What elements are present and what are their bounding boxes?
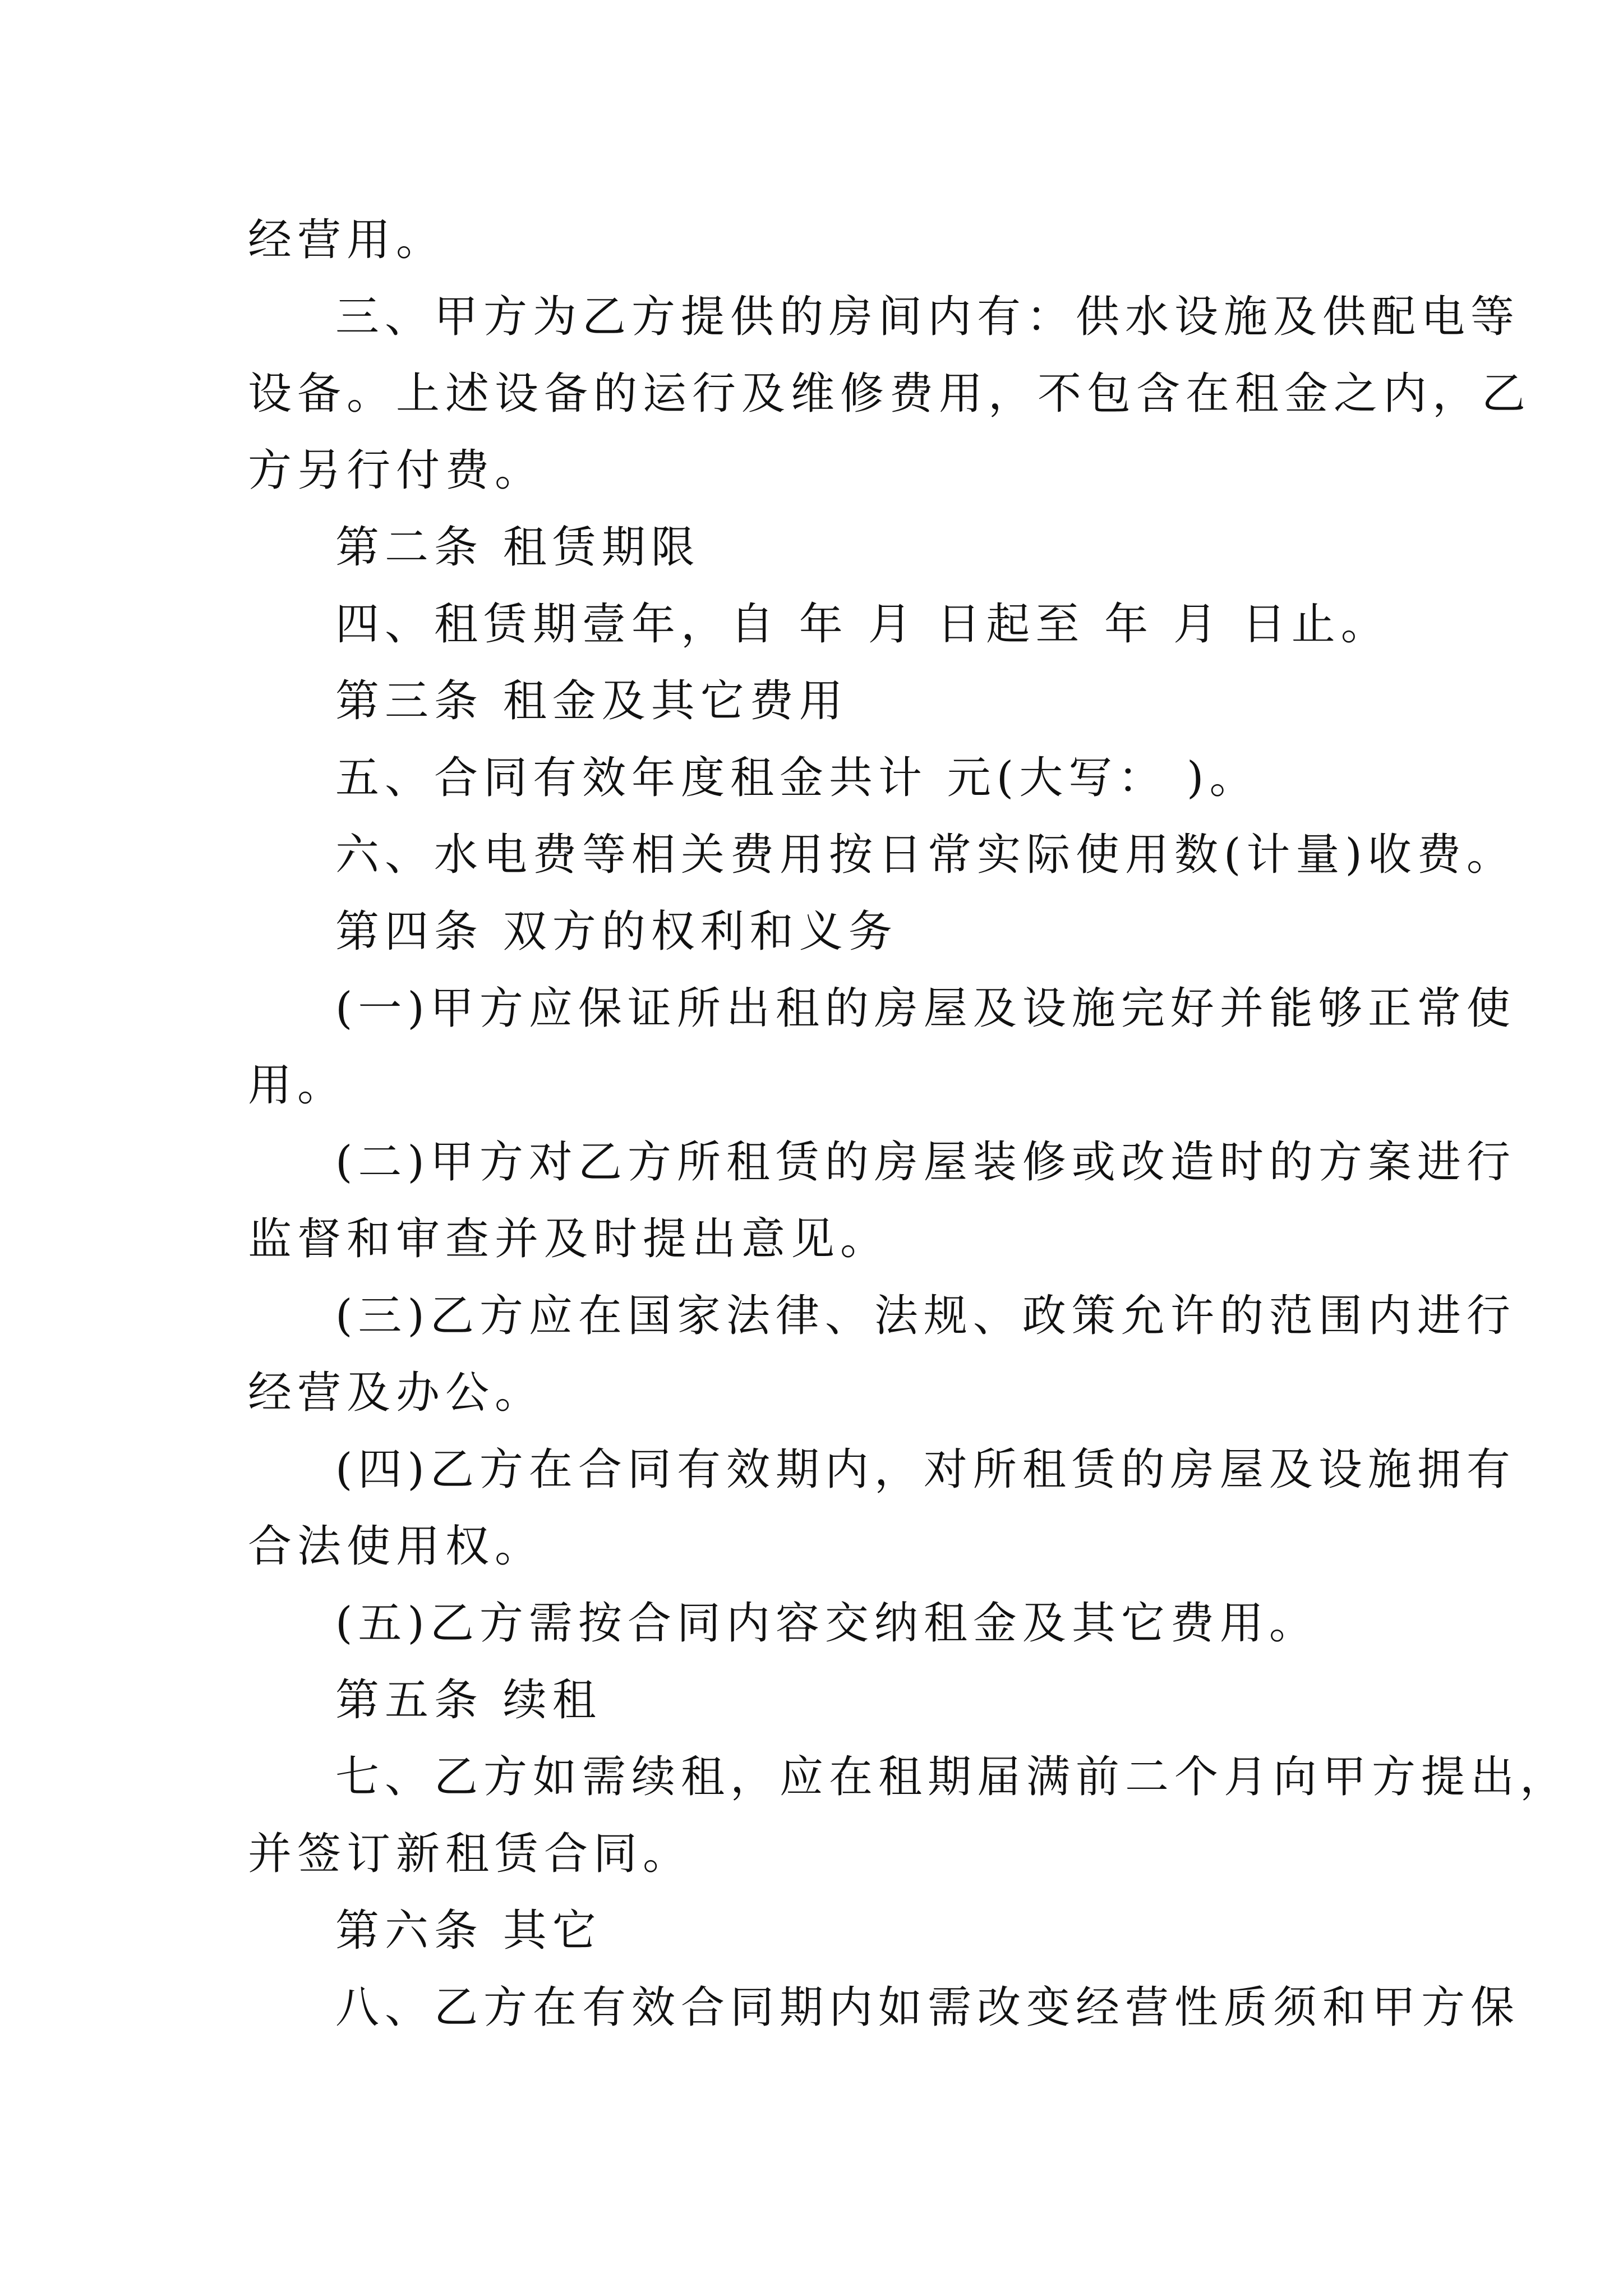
section-heading: 第二条 租赁期限 xyxy=(335,522,700,573)
text-line: 六、水电费等相关费用按日常实际使用数(计量)收费。 xyxy=(335,830,1516,880)
text-line: (三)乙方应在国家法律、法规、政策允许的范围内进行 xyxy=(335,1291,1516,1341)
section-heading: 第四条 双方的权利和义务 xyxy=(335,907,898,957)
text-line: (一)甲方应保证所出租的房屋及设施完好并能够正常使 xyxy=(335,983,1516,1034)
text-line: 设备。上述设备的运行及维修费用，不包含在租金之内，乙 xyxy=(248,369,1532,419)
text-line: (四)乙方在合同有效期内，对所租赁的房屋及设施拥有 xyxy=(335,1444,1516,1495)
text-line: 用。 xyxy=(248,1060,347,1111)
text-line: 合法使用权。 xyxy=(248,1521,545,1572)
text-line: (二)甲方对乙方所租赁的房屋装修或改造时的方案进行 xyxy=(335,1137,1516,1188)
text-line: (五)乙方需按合同内容交纳租金及其它费用。 xyxy=(335,1598,1318,1649)
text-line: 四、租赁期壹年，自 年 月 日起至 年 月 日止。 xyxy=(335,599,1390,650)
section-heading: 第五条 续租 xyxy=(335,1675,602,1726)
section-heading: 第六条 其它 xyxy=(335,1906,602,1956)
text-line: 八、乙方在有效合同期内如需改变经营性质须和甲方保 xyxy=(335,1982,1520,2033)
text-line: 方另行付费。 xyxy=(248,445,545,496)
text-line: 三、甲方为乙方提供的房间内有：供水设施及供配电等 xyxy=(335,292,1520,342)
text-line: 监督和审查并及时提出意见。 xyxy=(248,1214,890,1264)
text-line: 经营用。 xyxy=(248,215,446,265)
text-line: 七、乙方如需续租，应在租期届满前二个月向甲方提出， xyxy=(335,1752,1570,1802)
text-line: 经营及办公。 xyxy=(248,1368,545,1418)
text-line: 并签订新租赁合同。 xyxy=(248,1829,693,1879)
section-heading: 第三条 租金及其它费用 xyxy=(335,676,849,726)
text-line: 五、合同有效年度租金共计 元(大写： )。 xyxy=(335,753,1259,803)
